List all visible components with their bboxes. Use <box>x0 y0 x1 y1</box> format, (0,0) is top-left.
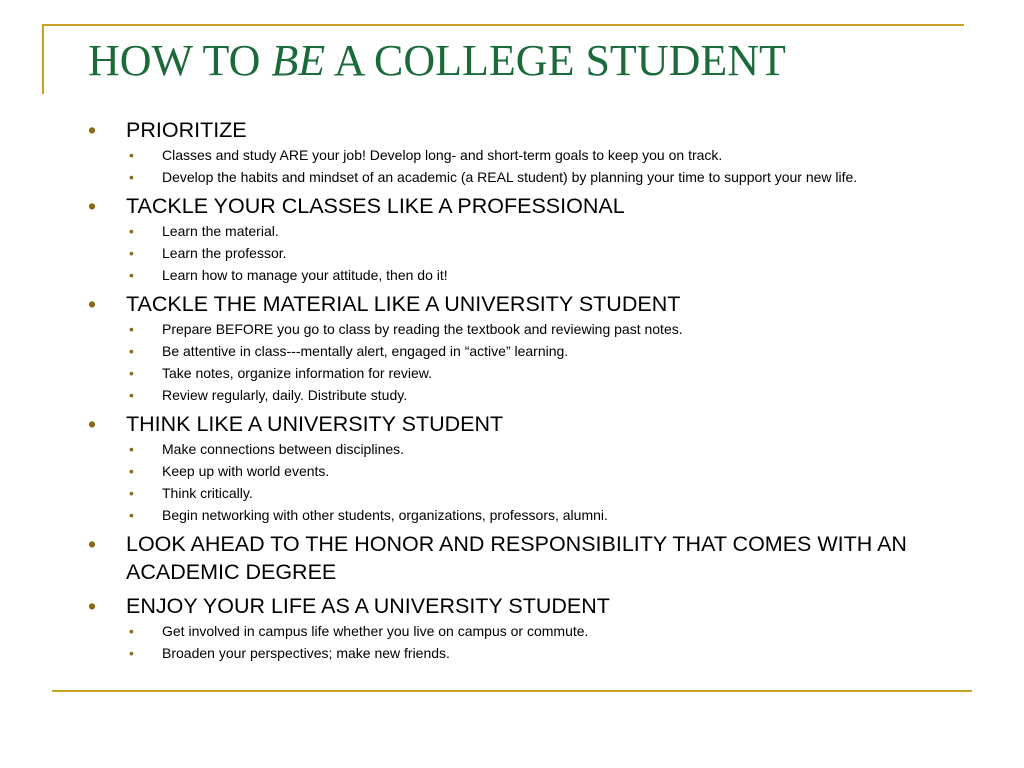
bullet-icon: • <box>129 485 134 501</box>
bullet-icon: • <box>129 387 134 403</box>
subpoint-item <box>126 222 918 240</box>
subpoint-text: Keep up with world events. <box>162 463 330 479</box>
subpoint-item <box>126 506 918 524</box>
bullet-icon: • <box>88 291 97 317</box>
section-list <box>88 116 918 662</box>
subpoint-text: Develop the habits and mindset of an academic (a REAL student) by planning your time to support your new life. <box>162 169 858 185</box>
subpoint-text: Broaden your perspectives; make new friends. <box>162 645 450 661</box>
subpoint-item <box>126 244 918 262</box>
section-item <box>88 290 918 404</box>
section-item <box>88 410 918 524</box>
subpoint-item <box>126 386 918 404</box>
subpoint-text: Make connections between disciplines. <box>162 441 405 457</box>
bullet-icon: • <box>129 343 134 359</box>
subpoint-item <box>126 168 918 186</box>
bullet-icon: • <box>88 117 97 143</box>
title-pre: HOW TO <box>88 36 272 85</box>
title-post: A COLLEGE STUDENT <box>325 36 786 85</box>
subpoint-text: Review regularly, daily. Distribute study. <box>162 387 408 403</box>
bullet-icon: • <box>88 411 97 437</box>
bullet-icon: • <box>129 223 134 239</box>
subpoint-item <box>126 622 918 640</box>
section-heading: ENJOY YOUR LIFE AS A UNIVERSITY STUDENT <box>126 594 610 618</box>
section-heading: TACKLE YOUR CLASSES LIKE A PROFESSIONAL <box>126 194 625 218</box>
section-item <box>88 592 918 662</box>
subpoint-list <box>126 222 918 284</box>
bullet-icon: • <box>129 441 134 457</box>
subpoint-list <box>126 622 918 662</box>
bullet-icon: • <box>129 147 134 163</box>
bullet-icon: • <box>129 365 134 381</box>
title-emphasis: BE <box>271 36 326 85</box>
bullet-icon: • <box>129 507 134 523</box>
bullet-icon: • <box>129 645 134 661</box>
subpoint-text: Learn how to manage your attitude, then do it! <box>162 267 448 283</box>
subpoint-text: Learn the material. <box>162 223 279 239</box>
bullet-icon: • <box>88 531 97 557</box>
subpoint-text: Think critically. <box>162 485 253 501</box>
subpoint-list <box>126 440 918 524</box>
subpoint-text: Be attentive in class---mentally alert, engaged in “active” learning. <box>162 343 569 359</box>
subpoint-item <box>126 484 918 502</box>
subpoint-list <box>126 146 918 186</box>
subpoint-item <box>126 266 918 284</box>
bullet-icon: • <box>129 623 134 639</box>
bullet-icon: • <box>129 321 134 337</box>
subpoint-item <box>126 146 918 164</box>
subpoint-item <box>126 462 918 480</box>
section-item <box>88 116 918 186</box>
bullet-icon: • <box>129 245 134 261</box>
subpoint-text: Prepare BEFORE you go to class by reading the textbook and reviewing past notes. <box>162 321 683 337</box>
subpoint-item <box>126 364 918 382</box>
subpoint-item <box>126 342 918 360</box>
subpoint-text: Begin networking with other students, organizations, professors, alumni. <box>162 507 608 523</box>
bottom-rule <box>52 690 972 692</box>
section-heading: PRIORITIZE <box>126 118 247 142</box>
bullet-icon: • <box>88 193 97 219</box>
section-heading: THINK LIKE A UNIVERSITY STUDENT <box>126 412 504 436</box>
bullet-icon: • <box>88 593 97 619</box>
bullet-icon: • <box>129 267 134 283</box>
subpoint-item <box>126 644 918 662</box>
subpoint-text: Take notes, organize information for review. <box>162 365 433 381</box>
section-heading: LOOK AHEAD TO THE HONOR AND RESPONSIBILITY THAT COMES WITH AN ACADEMIC DEGREE <box>126 532 907 584</box>
subpoint-text: Learn the professor. <box>162 245 287 261</box>
subpoint-text: Get involved in campus life whether you live on campus or commute. <box>162 623 589 639</box>
top-rule <box>42 24 964 26</box>
subpoint-item <box>126 440 918 458</box>
subpoint-item <box>126 320 918 338</box>
subpoint-list <box>126 320 918 404</box>
bullet-icon: • <box>129 169 134 185</box>
subpoint-text: Classes and study ARE your job! Develop long- and short-term goals to keep you on track. <box>162 147 723 163</box>
section-heading: TACKLE THE MATERIAL LIKE A UNIVERSITY STUDENT <box>126 292 681 316</box>
section-item <box>88 530 918 586</box>
slide-content <box>88 116 918 668</box>
bullet-icon: • <box>129 463 134 479</box>
section-item <box>88 192 918 284</box>
slide-title <box>88 34 786 88</box>
left-rule <box>42 24 44 94</box>
